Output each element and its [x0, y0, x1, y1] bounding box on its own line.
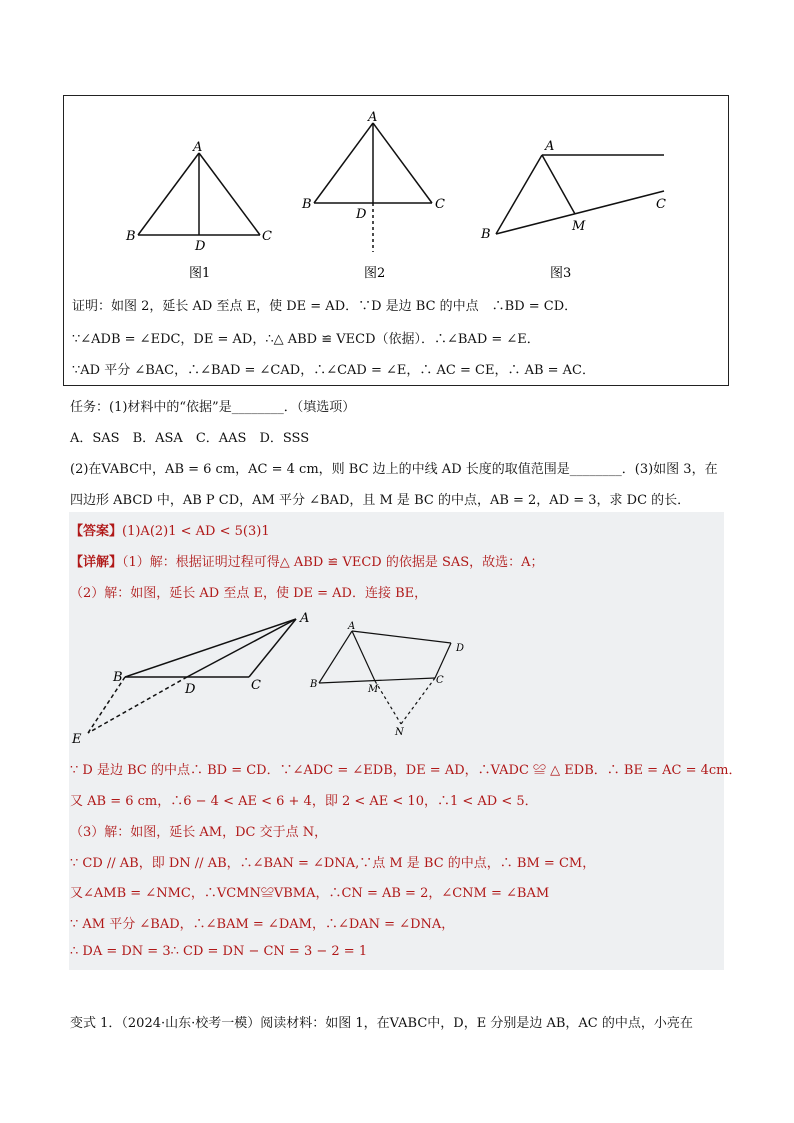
fig2-label-b: B — [302, 197, 312, 212]
answer-line — [70, 520, 270, 539]
fig3-label-c: C — [656, 197, 666, 212]
fig4-label-a: A — [300, 611, 310, 626]
fig3-label-b: B — [481, 227, 491, 242]
fig1-caption: 图1 — [189, 266, 211, 281]
fig3-caption: 图3 — [550, 266, 572, 281]
fig5-label-a: A — [348, 621, 356, 632]
fig3-label-m: M — [572, 219, 586, 234]
detail-line-2: （2）解：如图，延长 AD 至点 E，使 DE = AD．连接 BE， — [70, 586, 428, 601]
fig4-label-d: D — [185, 682, 196, 697]
detail-line-3: ∵ D 是边 BC 的中点∴ BD = CD．∵∠ADC = ∠EDB，DE = AD，∴VADC ≌ △ EDB．∴ BE = AC = 4cm． — [70, 763, 742, 778]
detail-line-8: ∵ AM 平分 ∠BAD，∴∠BAM = ∠DAM，∴∠DAN = ∠DNA， — [70, 917, 455, 932]
variant-line: 变式 1．（2024·山东·校考一模）阅读材料：如图 1，在VABC中，D，E 分别是边 AB，AC 的中点，小亮在 — [70, 1016, 693, 1031]
fig4-label-c: C — [251, 678, 261, 693]
detail-line-1 — [70, 551, 544, 570]
detail-line-6: ∵ CD // AB，即 DN // AB，∴∠BAN = ∠DNA,∵点 M 是 BC 的中点，∴ BM = CM， — [70, 856, 596, 871]
detail-line-9: ∴ DA = DN = 3∴ CD = DN − CN = 3 − 2 = 1 — [70, 944, 368, 959]
fig5-label-c: C — [436, 675, 444, 686]
proof-line-2: ∵∠ADB = ∠EDC，DE = AD，∴△ ABD ≌ VECD（依据）．∴∠BAD = ∠E． — [72, 332, 540, 347]
fig4-label-e: E — [72, 732, 82, 747]
fig1-label-d: D — [195, 239, 206, 254]
detail-line-4: 又 AB = 6 cm，∴6 − 4 < AE < 6 + 4，即 2 < AE < 10，∴1 < AD < 5． — [70, 794, 538, 809]
fig5-label-d: D — [456, 643, 465, 654]
fig1-label-b: B — [126, 229, 136, 244]
proof-line-1: 证明：如图 2，延长 AD 至点 E，使 DE = AD．∵D 是边 BC 的中点 ∴BD = CD． — [72, 299, 578, 314]
answer-text: (1)A(2)1 < AD < 5(3)1 — [122, 524, 270, 539]
figure-5 — [319, 631, 451, 724]
answer-tag: 【答案】 — [70, 524, 123, 539]
task-line-2: A．SAS B．ASA C．AAS D．SSS — [70, 431, 310, 446]
detail-tag: 【详解】 — [70, 555, 123, 570]
fig5-label-b: B — [310, 679, 318, 690]
task-line-1: 任务：(1)材料中的“依据”是________．（填选项） — [70, 400, 356, 415]
figure-1 — [138, 153, 260, 235]
detail-line-5: （3）解：如图，延长 AM，DC 交于点 N， — [70, 825, 328, 840]
fig3-label-a: A — [545, 139, 555, 154]
fig1-label-c: C — [262, 229, 272, 244]
figure-2 — [314, 123, 432, 252]
fig4-label-b: B — [113, 670, 123, 685]
detail-line-7: 又∠AMB = ∠NMC，∴VCMN≌VBMA，∴CN = AB = 2，∠CNM = ∠BAM — [70, 886, 550, 901]
task-line-3: (2)在VABC中，AB = 6 cm，AC = 4 cm，则 BC 边上的中线 AD 长度的取值范围是________．(3)如图 3，在 — [70, 462, 718, 477]
fig2-label-d: D — [356, 207, 367, 222]
answer-figures — [69, 605, 724, 750]
fig1-label-a: A — [193, 140, 203, 155]
task-line-4: 四边形 ABCD 中，AB P CD，AM 平分 ∠BAD，且 M 是 BC 的中点，AB = 2，AD = 3，求 DC 的长． — [70, 493, 691, 508]
fig2-label-a: A — [368, 110, 378, 125]
proof-line-3: ∵AD 平分 ∠BAC，∴∠BAD = ∠CAD，∴∠CAD = ∠E，∴ AC = CE，∴ AB = AC． — [72, 363, 596, 378]
fig5-label-n: N — [395, 727, 404, 738]
detail-text-1: （1）解：根据证明过程可得△ ABD ≌ VECD 的依据是 SAS，故选：A； — [122, 555, 544, 570]
fig2-label-c: C — [435, 197, 445, 212]
fig5-label-m: M — [368, 684, 379, 695]
fig2-caption: 图2 — [364, 266, 386, 281]
material-box — [63, 95, 729, 386]
